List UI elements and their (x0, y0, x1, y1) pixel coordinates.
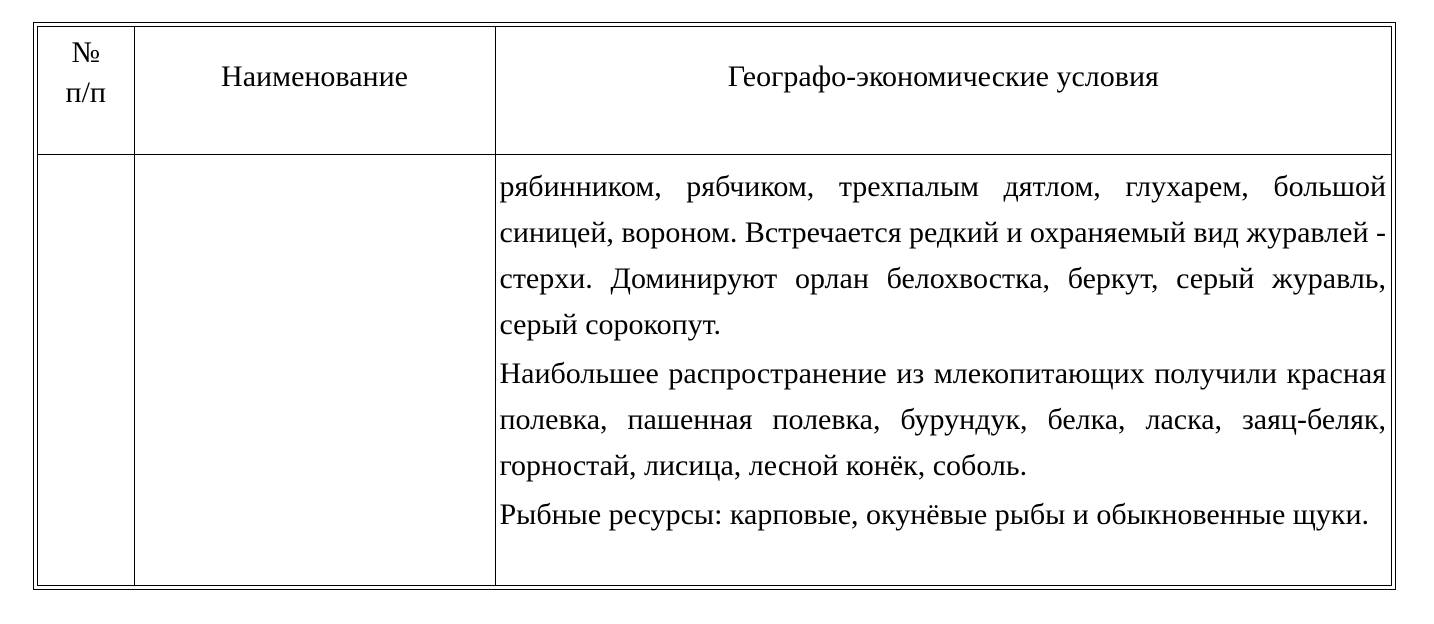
conditions-paragraph-fish: Рыбные ресурсы: карповые, окунёвые рыбы и обыкновенные щуки. (499, 497, 1370, 531)
header-number-line2: п/п (65, 76, 106, 109)
header-row (38, 27, 1391, 154)
conditions-paragraph-mammals: Наибольшее распространение из млекопитающих получили красная полевка, пашенная полевка, бурундук, белка, ласка, заяц-беляк, горностай, лисица, лесной конёк, соболь. (499, 356, 1386, 482)
header-number (38, 27, 134, 154)
cell-name (134, 154, 495, 585)
table-inner-frame (37, 26, 1392, 586)
header-name: Наименование (134, 27, 495, 154)
header-conditions: Географо-экономические условия (495, 27, 1391, 154)
cell-number (38, 154, 134, 585)
data-table (38, 27, 1391, 585)
table-row (38, 154, 1391, 585)
table-frame (33, 22, 1396, 590)
cell-conditions (495, 154, 1391, 585)
conditions-paragraph-birds: рябинником, рябчиком, трехпалым дятлом, глухарем, большой синицей, вороном. Встречается редкий и охраняемый вид журавлей - стерхи. Доминируют орлан белохвостка, беркут, серый журавль, серый сорокопут. (499, 169, 1386, 341)
header-number-line1: № (71, 36, 101, 69)
